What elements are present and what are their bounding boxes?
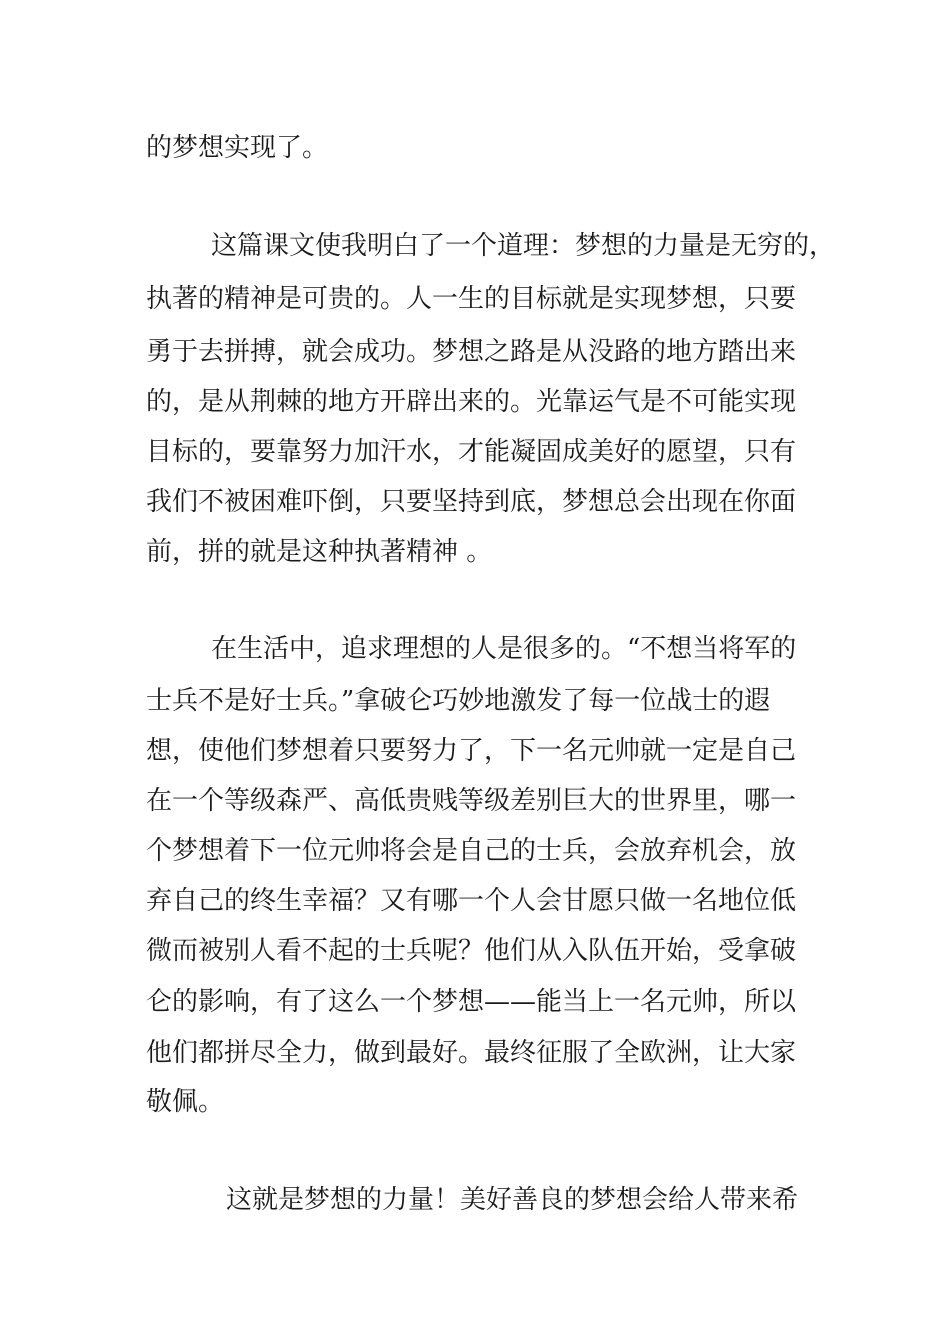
text-line: 仑的影响，有了这么一个梦想——能当上一名元帅，所以 xyxy=(146,987,797,1017)
text-line: 前，拼的就是这种执著精神 。 xyxy=(146,537,493,567)
text-line: 想，使他们梦想着只要努力了，下一名元帅就一定是自己 xyxy=(146,736,797,766)
text-line: 敬佩。 xyxy=(146,1087,225,1117)
text-line: 这篇课文使我明白了一个道理：梦想的力量是无穷的， xyxy=(211,231,836,261)
text-line: 弃自己的终生幸福？又有哪一个人会甘愿只做一名地位低 xyxy=(146,886,797,916)
text-line: 士兵不是好士兵。”拿破仑巧妙地激发了每一位战士的遐 xyxy=(146,686,771,716)
text-line: 目标的，要靠努力加汗水，才能凝固成美好的愿望，只有 xyxy=(146,437,797,467)
text-line: 这就是梦想的力量！美好善良的梦想会给人带来希 xyxy=(226,1185,799,1215)
text-line: 在生活中，追求理想的人是很多的。“不想当将军的 xyxy=(211,634,797,664)
text-line: 个梦想着下一位元帅将会是自己的士兵，会放弃机会，放 xyxy=(146,836,797,866)
text-line: 的梦想实现了。 xyxy=(146,133,329,163)
text-line: 微而被别人看不起的士兵呢？他们从入队伍开始，受拿破 xyxy=(146,936,797,966)
text-line: 我们不被困难吓倒，只要坚持到底，梦想总会出现在你面 xyxy=(146,487,797,517)
text-line: 的，是从荆棘的地方开辟出来的。光靠运气是不可能实现 xyxy=(146,387,797,417)
text-line: 执著的精神是可贵的。人一生的目标就是实现梦想，只要 xyxy=(146,284,797,314)
text-line: 在一个等级森严、高低贵贱等级差别巨大的世界里，哪一 xyxy=(146,786,797,816)
text-line: 他们都拼尽全力，做到最好。最终征服了全欧洲，让大家 xyxy=(146,1038,797,1068)
text-line: 勇于去拼搏，就会成功。梦想之路是从没路的地方踏出来 xyxy=(146,337,797,367)
